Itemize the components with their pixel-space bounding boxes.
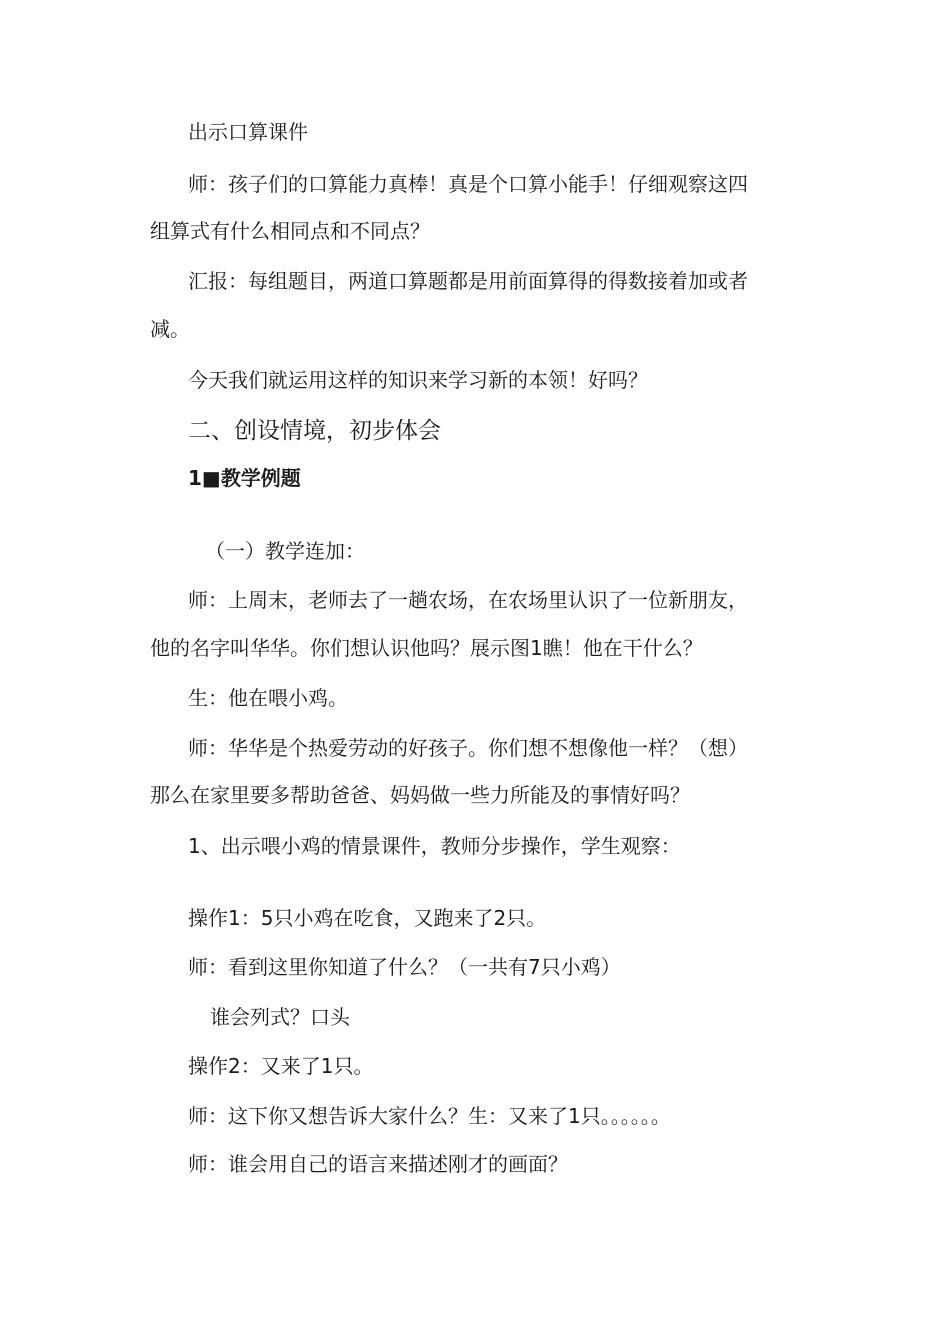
paragraph-who-can-list: 谁会列式？口头 [210,1005,350,1029]
paragraph-student-answer: 生：他在喂小鸡。 [188,686,348,710]
subsection-heading: 1■教学例题 [188,466,301,490]
paragraph-teacher-praise: 师：孩子们的口算能力真棒！真是个口算小能手！仔细观察这四 [188,172,748,196]
paragraph-teacher-praise-cont: 组算式有什么相同点和不同点？ [150,219,430,243]
paragraph-today: 今天我们就运用这样的知识来学习新的本领！好吗？ [188,368,648,392]
paragraph-show-courseware: 1、出示喂小鸡的情景课件，教师分步操作，学生观察： [188,834,681,858]
paragraph-hardworking-cont: 那么在家里要多帮助爸爸、妈妈做一些力所能及的事情好吗？ [150,783,690,807]
paragraph-report-cont: 减。 [150,317,190,341]
paragraph-consecutive-addition: （一）教学连加： [205,539,365,563]
paragraph-farm-cont: 他的名字叫华华。你们想认识他吗？展示图1瞧！他在干什么？ [150,636,703,660]
paragraph-report: 汇报：每组题目，两道口算题都是用前面算得的得数接着加或者 [188,269,748,293]
paragraph-what-do-you-know: 师：看到这里你知道了什么？（一共有7只小鸡） [188,955,621,979]
paragraph-courseware: 出示口算课件 [188,120,308,144]
paragraph-tell-everyone: 师：这下你又想告诉大家什么？生：又来了1只。。。。。。 [188,1104,671,1128]
paragraph-hardworking: 师：华华是个热爱劳动的好孩子。你们想不想像他一样？（想） [188,736,748,760]
paragraph-operation-2: 操作2：又来了1只。 [188,1054,374,1078]
paragraph-describe: 师：谁会用自己的语言来描述刚才的画面？ [188,1152,568,1176]
paragraph-operation-1: 操作1：5只小鸡在吃食，又跑来了2只。 [188,906,547,930]
paragraph-farm: 师：上周末，老师去了一趟农场，在农场里认识了一位新朋友， [188,588,748,612]
section-heading: 二、创设情境，初步体会 [188,418,441,444]
